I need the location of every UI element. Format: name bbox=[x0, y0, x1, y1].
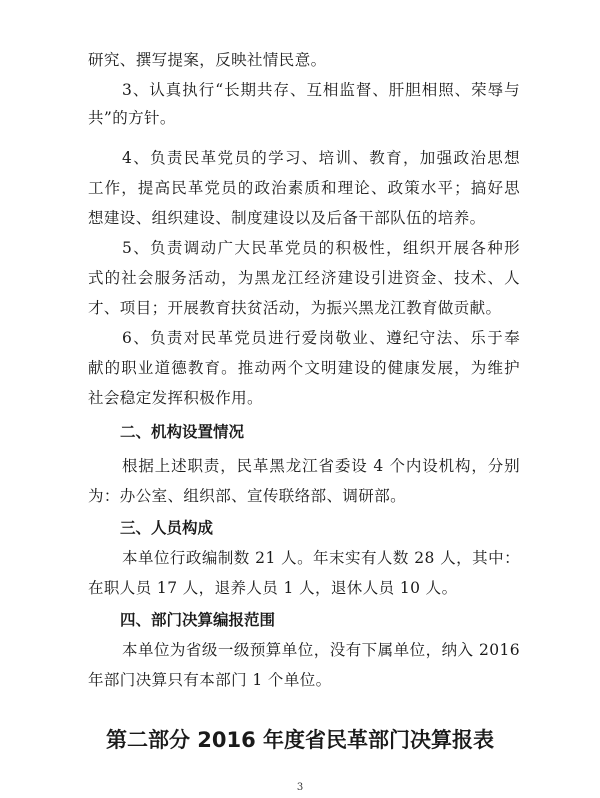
body-line: 4、负责民革党员的学习、培训、教育，加强政治思想 bbox=[122, 149, 520, 167]
body-line: 根据上述职责，民革黑龙江省委设 4 个内设机构，分别 bbox=[122, 457, 520, 475]
body-line: 本单位行政编制数 21 人。年末实有人数 28 人，其中： bbox=[122, 549, 520, 567]
body-line: 才、项目；开展教育扶贫活动，为振兴黑龙江教育做贡献。 bbox=[88, 299, 502, 317]
body-line: 献的职业道德教育。推动两个文明建设的健康发展，为维护 bbox=[88, 359, 520, 377]
section-heading: 三、人员构成 bbox=[120, 519, 214, 537]
body-line: 社会稳定发挥积极作用。 bbox=[88, 389, 263, 407]
body-line: 年部门决算只有本部门 1 个单位。 bbox=[88, 671, 332, 689]
body-line: 6、负责对民革党员进行爱岗敬业、遵纪守法、乐于奉 bbox=[122, 329, 520, 347]
page-number: 3 bbox=[296, 782, 304, 793]
body-line: 式的社会服务活动，为黑龙江经济建设引进资金、技术、人 bbox=[88, 269, 520, 287]
body-line: 工作，提高民革党员的政治素质和理论、政策水平；搞好思 bbox=[88, 179, 520, 197]
body-line: 3、认真执行“长期共存、互相监督、肝胆相照、荣辱与 bbox=[122, 81, 520, 99]
section-heading: 四、部门决算编报范围 bbox=[120, 611, 276, 629]
body-line: 本单位为省级一级预算单位，没有下属单位，纳入 2016 bbox=[122, 641, 520, 659]
body-line: 想建设、组织建设、制度建设以及后备干部队伍的培养。 bbox=[88, 209, 486, 227]
part-title: 第二部分 2016 年度省民革部门决算报表 bbox=[105, 728, 495, 752]
section-heading: 二、机构设置情况 bbox=[120, 423, 245, 441]
body-line: 在职人员 17 人，退养人员 1 人，退休人员 10 人。 bbox=[88, 579, 458, 597]
body-line: 5、负责调动广大民革党员的积极性，组织开展各种形 bbox=[122, 239, 520, 257]
body-line: 研究、撰写提案，反映社情民意。 bbox=[88, 51, 327, 69]
body-line: 为：办公室、组织部、宣传联络部、调研部。 bbox=[88, 487, 407, 505]
body-line: 共”的方针。 bbox=[88, 109, 176, 127]
